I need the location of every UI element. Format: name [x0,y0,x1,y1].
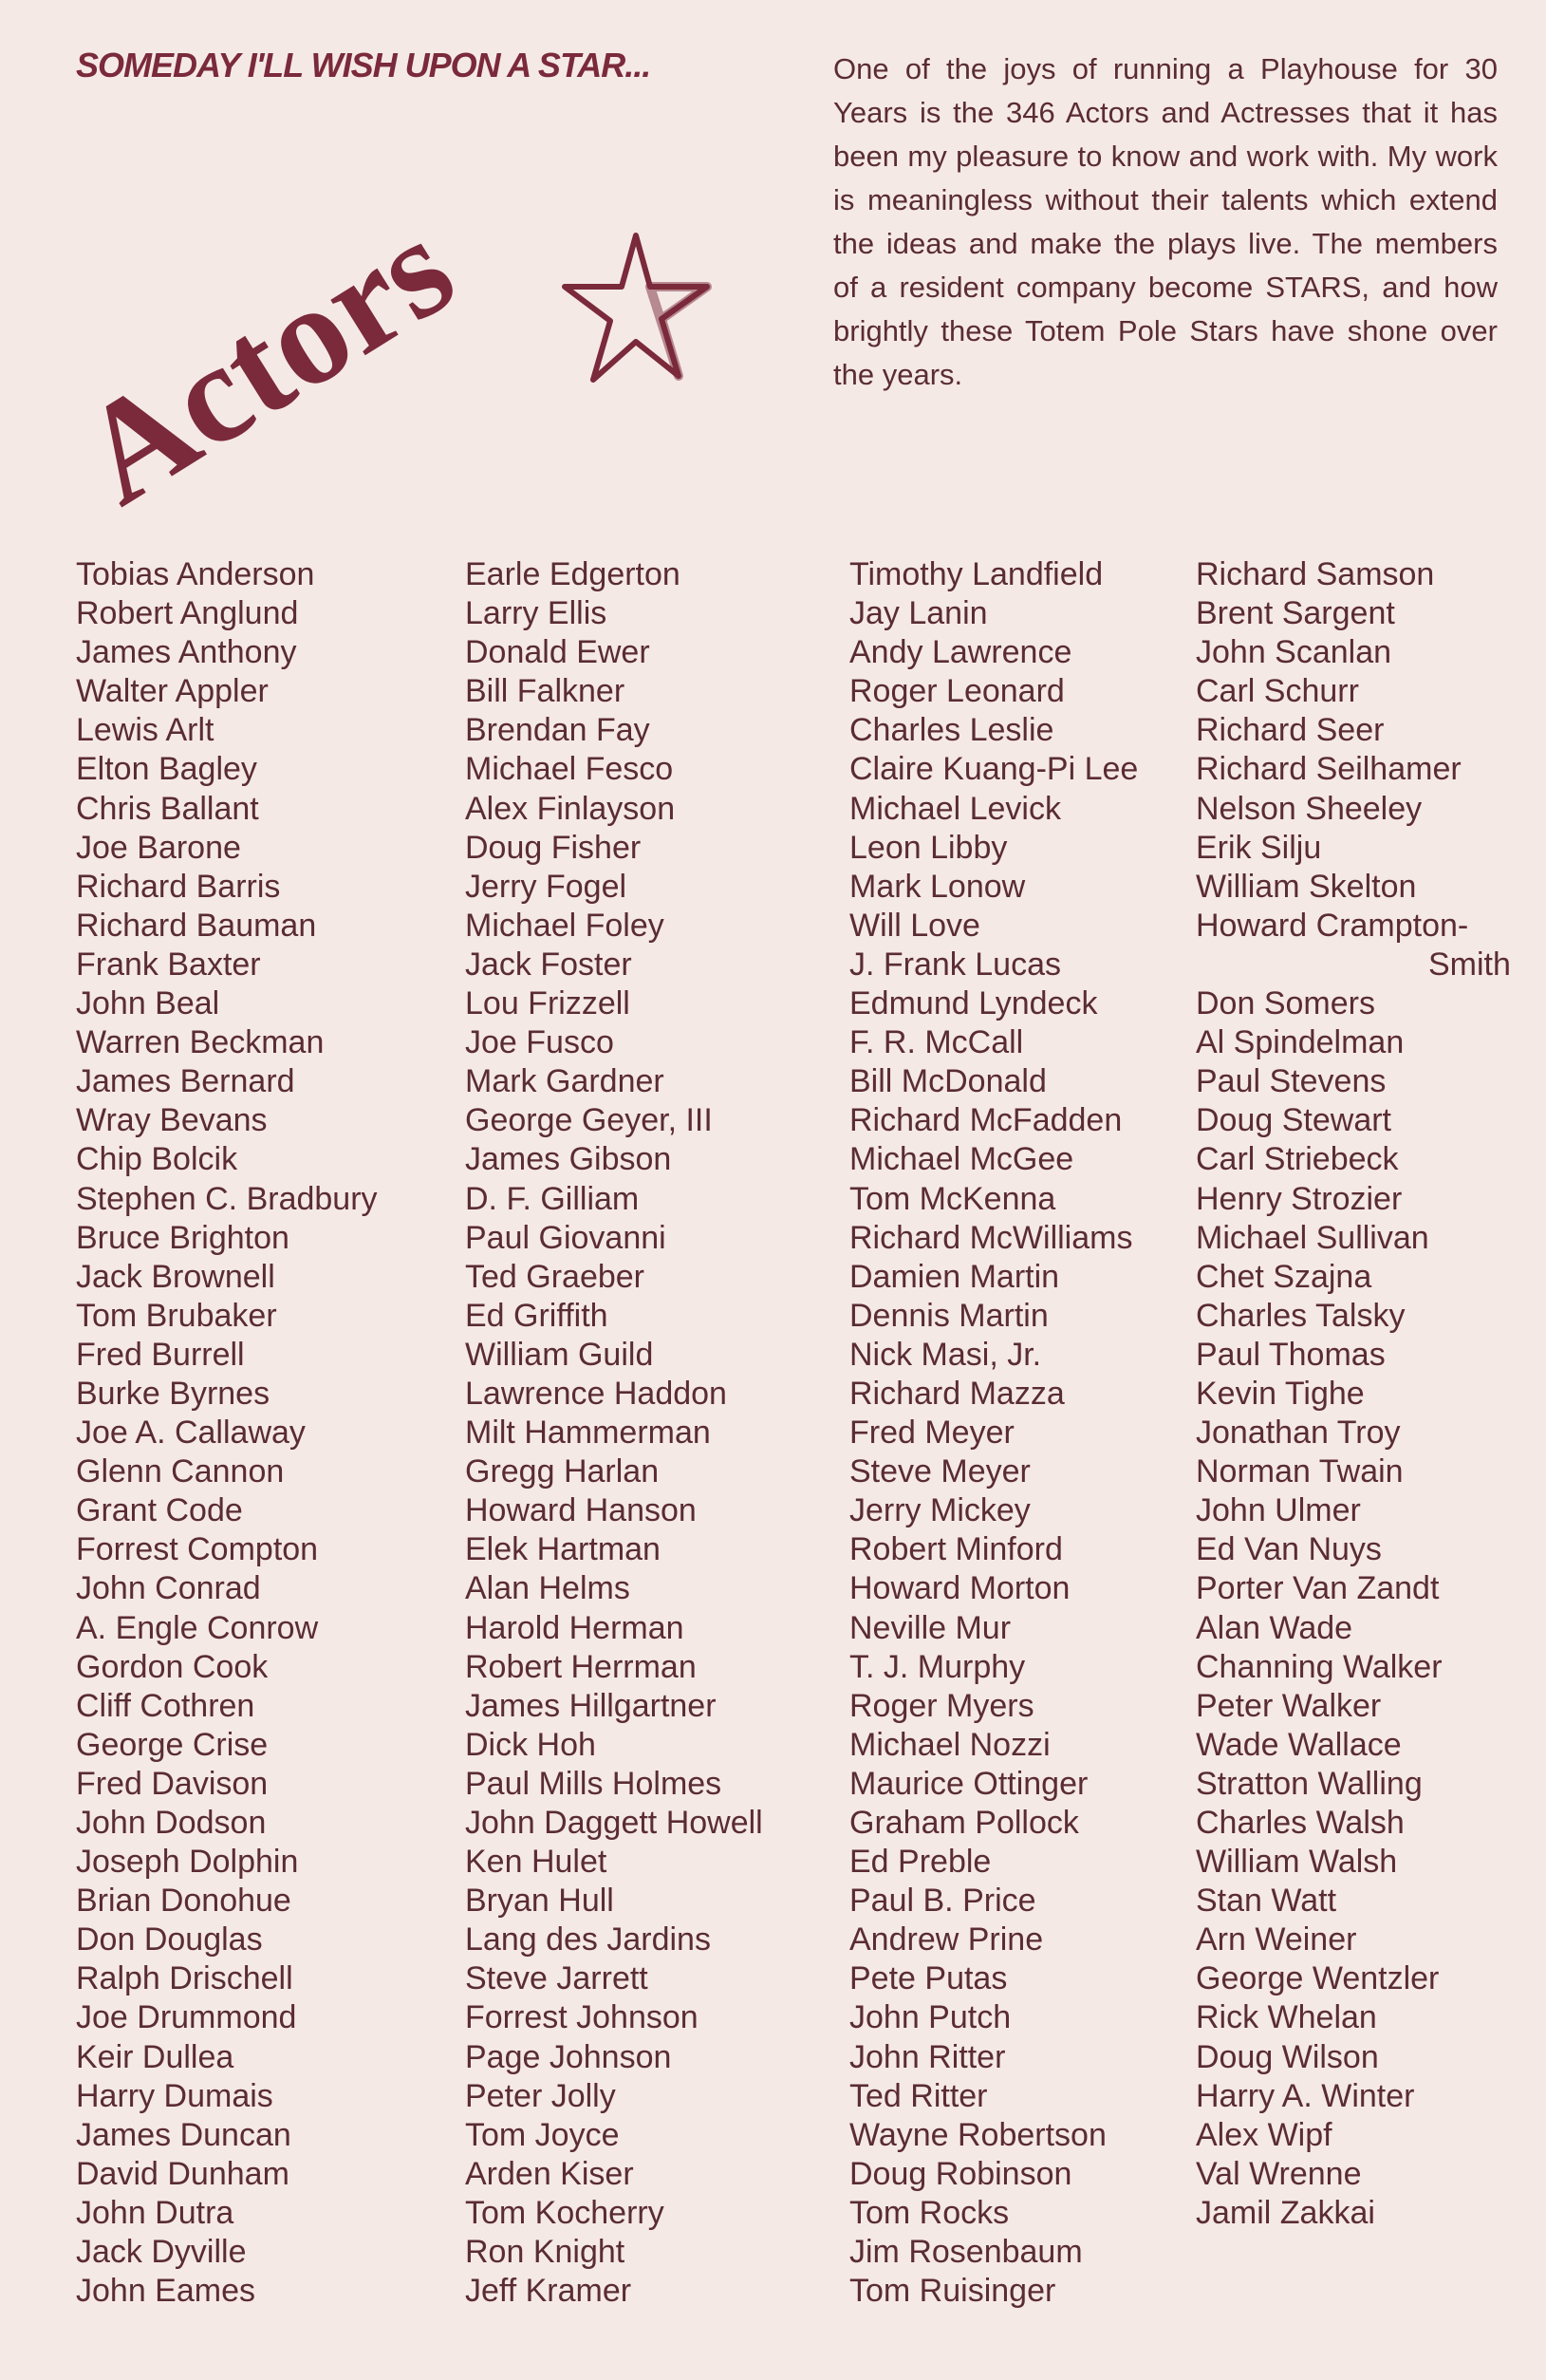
actor-name: Glenn Cannon [76,1453,285,1490]
actor-name: Jim Rosenbaum [849,2234,1083,2271]
actor-name: Tobias Anderson [76,556,315,592]
actor-name: Rick Whelan [1196,1999,1377,2036]
actor-name: Keir Dullea [76,2038,234,2075]
actor-name: Jamil Zakkai [1196,2194,1375,2231]
actor-name: Robert Herrman [465,1648,697,1685]
actor-name: Erik Silju [1196,829,1322,866]
actor-name: Brian Donohue [76,1883,291,1920]
actor-name: Andy Lawrence [849,634,1072,671]
actor-name: Peter Jolly [465,2077,616,2114]
actor-name: Pete Putas [849,1960,1008,1997]
actor-name: Bruce Brighton [76,1219,289,1256]
actor-name: Wade Wallace [1196,1726,1402,1763]
actor-name: Bill McDonald [849,1063,1047,1100]
actor-name: John Ritter [849,2038,1006,2075]
actor-name: Richard McFadden [849,1102,1123,1139]
actor-name: Kevin Tighe [1196,1375,1365,1412]
actor-name: Claire Kuang-Pi Lee [849,751,1139,788]
actor-name: Michael Sullivan [1196,1219,1429,1256]
actor-name: Frank Baxter [76,946,261,983]
actor-name: Tom Joyce [465,2116,620,2153]
actor-name: Alex Finlayson [465,790,676,827]
actor-name: Joe Fusco [465,1024,614,1061]
actor-name: Arn Weiner [1196,1921,1357,1958]
actor-name: Mark Gardner [465,1063,664,1100]
actor-name: Steve Jarrett [465,1960,648,1997]
actor-name: Michael Foley [465,907,664,944]
actor-name: Fred Burrell [76,1336,245,1373]
actor-name: Tom Kocherry [465,2194,664,2231]
actor-name: Elton Bagley [76,751,257,788]
actor-name: James Bernard [76,1063,295,1100]
actor-name: Robert Anglund [76,595,299,632]
actor-name: Brent Sargent [1196,595,1395,632]
actor-name: Norman Twain [1196,1453,1404,1490]
actor-name: Timothy Landfield [849,556,1104,592]
actor-name: Charles Walsh [1196,1805,1405,1841]
intro-paragraph: One of the joys of running a Playhouse for 30 Years is the 346 Actors and Actresses that it has been my pleasure to know and work with. My work is meaningless without their talents which extend the ideas and make the plays live. The members of a resident company become STARS, and how brightly these Totem Pole Stars have shone over the years. [833,52,1498,391]
actor-name: Paul Stevens [1196,1063,1387,1100]
actor-name: David Dunham [76,2155,289,2192]
actor-name: Roger Myers [849,1687,1034,1724]
actor-name: Richard Seilhamer [1196,751,1462,788]
actor-name: Tom Brubaker [76,1297,277,1334]
actor-name: Jack Foster [465,946,632,983]
actor-name: Ted Ritter [849,2077,988,2114]
actor-name: Henry Strozier [1196,1180,1403,1217]
actor-name: Chet Szajna [1196,1258,1372,1295]
actor-name: Paul Mills Holmes [465,1765,722,1802]
actor-name: F. R. McCall [849,1024,1024,1061]
actor-name: Howard Hanson [465,1492,697,1529]
actor-name: Fred Meyer [849,1415,1015,1452]
actor-name: Brendan Fay [465,712,650,749]
actor-name: Ed Griffith [465,1297,608,1334]
actor-name: Channing Walker [1196,1648,1443,1685]
actor-name: Dick Hoh [465,1726,596,1763]
actor-name: Doug Wilson [1196,2038,1379,2075]
actor-name: Cliff Cothren [76,1687,255,1724]
actor-name: Stan Watt [1196,1883,1337,1920]
actor-name: John Dodson [76,1805,267,1841]
actor-name: Paul Thomas [1196,1336,1386,1373]
actor-name: Joseph Dolphin [76,1844,299,1881]
actor-name: James Gibson [465,1141,672,1178]
actor-name: Ed Preble [849,1844,992,1881]
actor-name: Wray Bevans [76,1102,268,1139]
actor-name: Doug Robinson [849,2155,1072,2192]
actor-name: Damien Martin [849,1258,1060,1295]
actor-name: George Wentzler [1196,1960,1440,1997]
actor-name: Chip Bolcik [76,1141,238,1178]
actor-name: Warren Beckman [76,1024,325,1061]
actor-name: Richard Bauman [76,907,317,944]
actor-name: Joe Barone [76,829,241,866]
actor-name: Richard Samson [1196,556,1435,592]
actor-name: Elek Hartman [465,1531,661,1568]
actor-name: William Skelton [1196,868,1417,905]
actor-name: George Crise [76,1726,269,1763]
actor-name: John Conrad [76,1570,261,1607]
actor-name: Harry Dumais [76,2077,273,2114]
actor-name: Donald Ewer [465,634,650,671]
actor-name: Richard Seer [1196,712,1385,749]
actor-name: Larry Ellis [465,595,607,632]
actor-name: Arden Kiser [465,2155,634,2192]
actor-name: Richard Barris [76,868,281,905]
actor-name: Tom Ruisinger [849,2273,1056,2310]
actor-name: D. F. Gilliam [465,1180,640,1217]
actor-name: Michael Levick [849,790,1061,827]
actor-name: Ken Hulet [465,1844,607,1881]
actors-title: Actors [53,187,479,535]
actor-name: T. J. Murphy [849,1648,1026,1685]
actor-name: Forrest Compton [76,1531,319,1568]
actor-column-3 [849,555,1138,2311]
actor-name: Robert Minford [849,1531,1063,1568]
actor-name: J. Frank Lucas [849,946,1061,983]
actor-name: Maurice Ottinger [849,1765,1089,1802]
actor-name: Joe Drummond [76,1999,297,2036]
actor-name: William Walsh [1196,1844,1398,1881]
actor-name: Bryan Hull [465,1883,614,1920]
actor-name: Chris Ballant [76,790,259,827]
star-icon [555,228,717,394]
actor-name: Stratton Walling [1196,1765,1423,1802]
actor-name: Michael McGee [849,1141,1074,1178]
actor-name: Milt Hammerman [465,1415,711,1452]
actor-name: Gordon Cook [76,1648,269,1685]
actor-name: Doug Stewart [1196,1102,1391,1139]
actor-name: Michael Fesco [465,751,674,788]
actor-name: Ralph Drischell [76,1960,293,1997]
actor-name: Joe A. Callaway [76,1415,306,1452]
actor-name: Ed Van Nuys [1196,1531,1382,1568]
actor-name: John Dutra [76,2194,234,2231]
actor-name: Alan Wade [1196,1609,1353,1646]
actor-name: Paul Giovanni [465,1219,666,1256]
actor-name: Burke Byrnes [76,1375,270,1412]
actor-name: Fred Davison [76,1765,269,1802]
actor-name: Page Johnson [465,2038,672,2075]
actor-name: Leon Libby [849,829,1008,866]
actor-name: Gregg Harlan [465,1453,660,1490]
actor-name: Roger Leonard [849,673,1065,710]
actor-name: Carl Schurr [1196,673,1359,710]
actor-name: Smith [1428,946,1511,983]
actor-name: Peter Walker [1196,1687,1382,1724]
actor-name: Tom McKenna [849,1180,1056,1217]
actor-name: Jack Brownell [76,1258,275,1295]
actor-name: Bill Falkner [465,673,625,710]
actor-name: Lawrence Haddon [465,1375,727,1412]
actor-name: Ron Knight [465,2234,625,2271]
actor-name: Lang des Jardins [465,1921,711,1958]
actor-name: Andrew Prine [849,1921,1044,1958]
actor-name: Tom Rocks [849,2194,1010,2231]
actor-column-1 [76,555,378,2311]
actor-name: William Guild [465,1336,654,1373]
actor-column-4 [1196,555,1511,2233]
actor-name: Paul B. Price [849,1883,1036,1920]
actor-name: Walter Appler [76,673,269,710]
actor-name: Wayne Robertson [849,2116,1107,2153]
actor-name: Jack Dyville [76,2234,247,2271]
page-heading: SOMEDAY I'LL WISH UPON A STAR... [76,46,651,84]
actor-name: Earle Edgerton [465,556,680,592]
actor-name: Val Wrenne [1196,2155,1362,2192]
actor-name: Howard Crampton- [1196,907,1469,944]
actor-name: Alex Wipf [1196,2116,1332,2153]
actor-name: Carl Striebeck [1196,1141,1399,1178]
actor-name: Harold Herman [465,1609,684,1646]
actor-name: Will Love [849,907,980,944]
actor-name: Steve Meyer [849,1453,1031,1490]
actor-name: James Hillgartner [465,1687,717,1724]
actor-name: James Duncan [76,2116,291,2153]
actor-name: Lewis Arlt [76,712,214,749]
actor-name: John Eames [76,2273,255,2310]
actor-name: Porter Van Zandt [1196,1570,1440,1607]
actor-name: Nick Masi, Jr. [849,1336,1042,1373]
actor-name: James Anthony [76,634,297,671]
actor-name: John Putch [849,1999,1012,2036]
actor-name: A. Engle Conrow [76,1609,319,1646]
actor-column-2 [465,555,763,2311]
actor-name: Charles Talsky [1196,1297,1406,1334]
actor-name: Jay Lanin [849,595,988,632]
actor-name: Grant Code [76,1492,243,1529]
actor-name: Forrest Johnson [465,1999,698,2036]
actor-name: Stephen C. Bradbury [76,1180,378,1217]
actor-name: Dennis Martin [849,1297,1049,1334]
actor-name: Charles Leslie [849,712,1054,749]
actor-name: Jerry Fogel [465,868,627,905]
actor-name: George Geyer, III [465,1102,713,1139]
actor-name: Jeff Kramer [465,2273,632,2310]
actor-name: Nelson Sheeley [1196,790,1423,827]
actor-name: Alan Helms [465,1570,630,1607]
actor-name: Jonathan Troy [1196,1415,1401,1452]
actor-name: Graham Pollock [849,1805,1079,1841]
actor-name: Lou Frizzell [465,985,630,1022]
actor-name: John Scanlan [1196,634,1392,671]
actor-name: Edmund Lyndeck [849,985,1098,1022]
actor-name: Doug Fisher [465,829,642,866]
actor-name: John Daggett Howell [465,1805,763,1841]
actor-name: Richard Mazza [849,1375,1065,1412]
actor-name: Howard Morton [849,1570,1071,1607]
actor-name: Michael Nozzi [849,1726,1051,1763]
actor-name: Don Somers [1196,985,1375,1022]
actor-name: Neville Mur [849,1609,1012,1646]
actor-name: Mark Lonow [849,868,1026,905]
actor-name: John Ulmer [1196,1492,1361,1529]
actor-name: John Beal [76,985,220,1022]
actor-name: Don Douglas [76,1921,263,1958]
actor-name: Ted Graeber [465,1258,644,1295]
actor-name: Al Spindelman [1196,1024,1405,1061]
actor-name: Harry A. Winter [1196,2077,1415,2114]
actor-name: Richard McWilliams [849,1219,1133,1256]
actor-name: Jerry Mickey [849,1492,1031,1529]
